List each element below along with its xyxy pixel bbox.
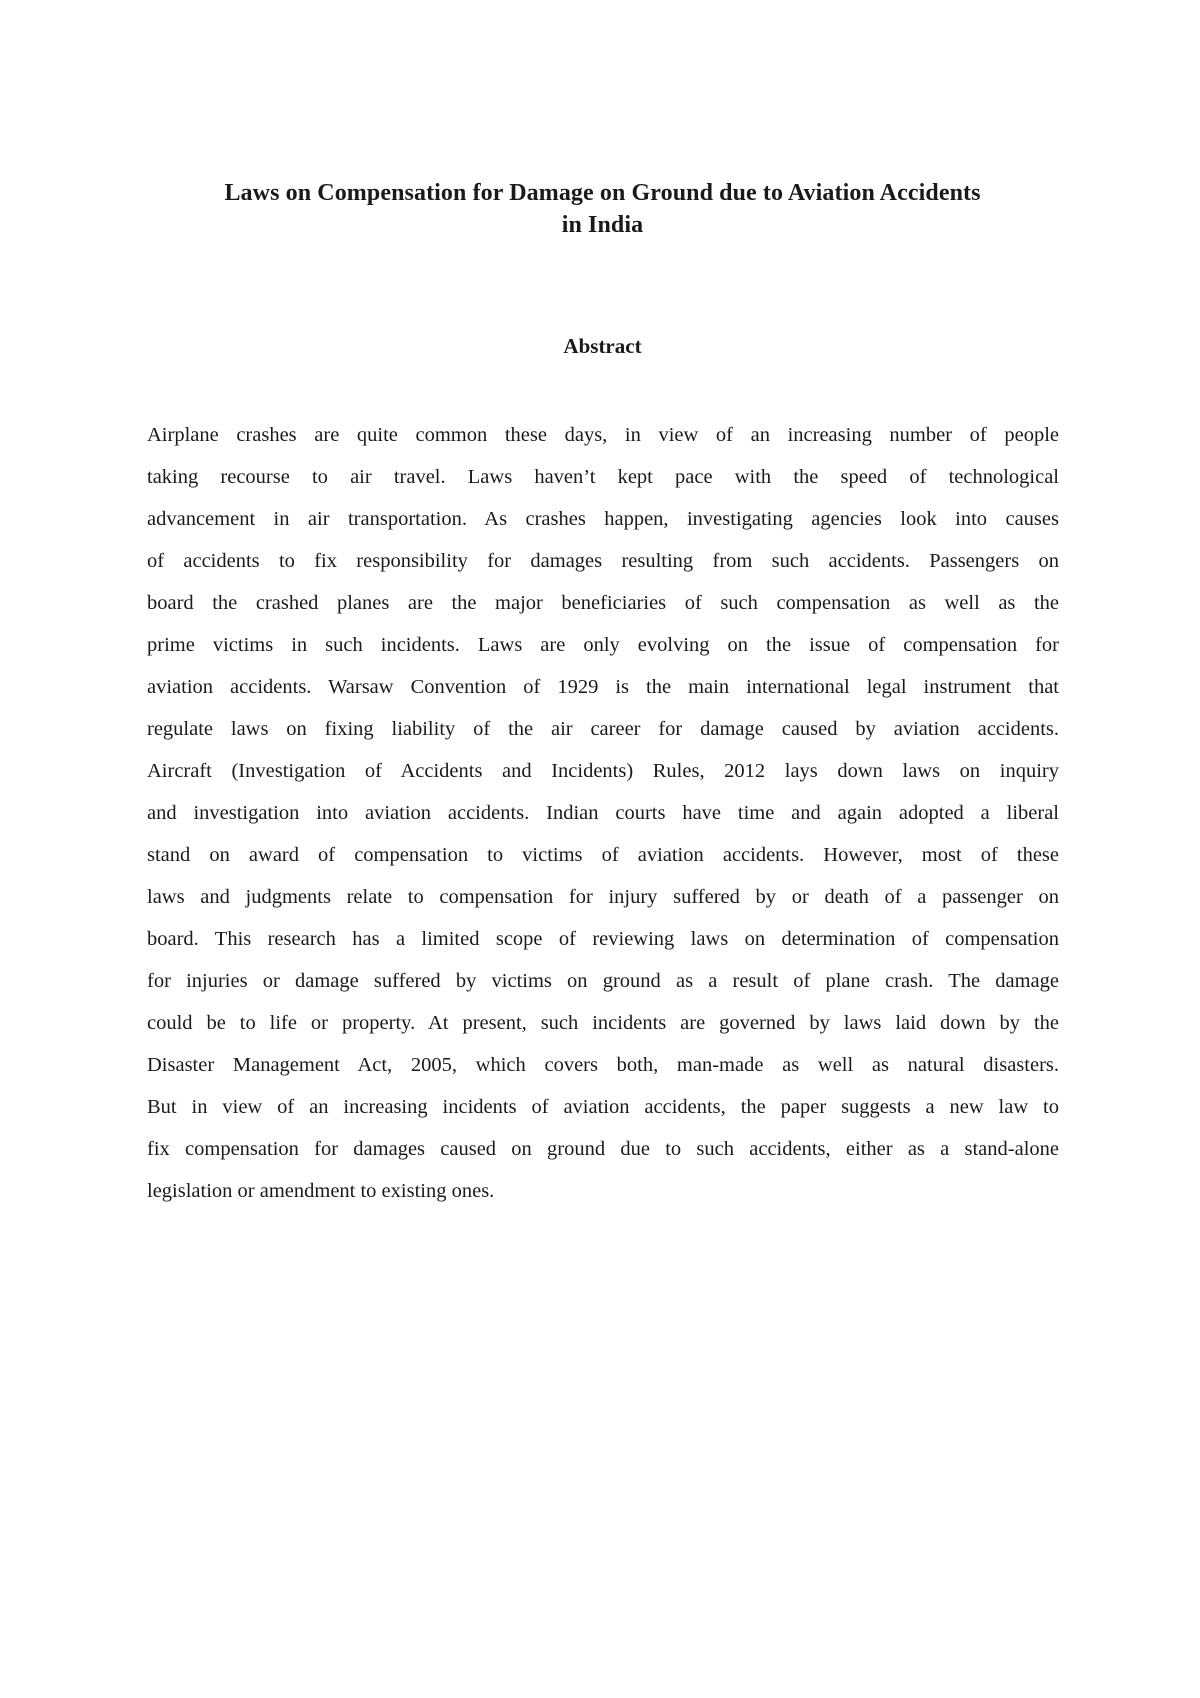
abstract-line: stand on award of compensation to victims of aviation accidents. However, most of these: [147, 844, 1059, 866]
abstract-line: taking recourse to air travel. Laws haven’t kept pace with the speed of technological: [147, 466, 1059, 488]
abstract-line: aviation accidents. Warsaw Convention of 1929 is the main international legal instrument that: [147, 676, 1059, 698]
paper-title: [145, 177, 1060, 241]
abstract-line: laws and judgments relate to compensation for injury suffered by or death of a passenger on: [147, 886, 1059, 908]
abstract-line: for injuries or damage suffered by victims on ground as a result of plane crash. The damage: [147, 970, 1059, 992]
abstract-line: regulate laws on fixing liability of the air career for damage caused by aviation accidents.: [147, 718, 1059, 740]
abstract-line: But in view of an increasing incidents of aviation accidents, the paper suggests a new law to: [147, 1096, 1059, 1118]
abstract-line: board the crashed planes are the major beneficiaries of such compensation as well as the: [147, 592, 1059, 614]
abstract-line: advancement in air transportation. As crashes happen, investigating agencies look into causes: [147, 508, 1059, 530]
abstract-line: board. This research has a limited scope of reviewing laws on determination of compensation: [147, 928, 1059, 950]
paper-title-line-1: Laws on Compensation for Damage on Ground due to Aviation Accidents: [224, 180, 981, 206]
abstract-line: legislation or amendment to existing ones.: [147, 1180, 495, 1202]
abstract-line: of accidents to fix responsibility for damages resulting from such accidents. Passengers on: [147, 550, 1059, 572]
abstract-heading: Abstract: [563, 334, 642, 358]
abstract-line: could be to life or property. At present, such incidents are governed by laws laid down by the: [147, 1012, 1059, 1034]
abstract-line: and investigation into aviation accidents. Indian courts have time and again adopted a liberal: [147, 802, 1059, 824]
abstract-line: Disaster Management Act, 2005, which covers both, man-made as well as natural disasters.: [147, 1054, 1059, 1076]
abstract-line: Aircraft (Investigation of Accidents and Incidents) Rules, 2012 lays down laws on inquiry: [147, 760, 1059, 782]
abstract-line: Airplane crashes are quite common these days, in view of an increasing number of people: [147, 424, 1059, 446]
abstract-line: prime victims in such incidents. Laws are only evolving on the issue of compensation for: [147, 634, 1059, 656]
abstract-line: fix compensation for damages caused on ground due to such accidents, either as a stand-alone: [147, 1138, 1059, 1160]
abstract-body: [147, 414, 1059, 1212]
paper-title-line-2: in India: [561, 212, 644, 238]
